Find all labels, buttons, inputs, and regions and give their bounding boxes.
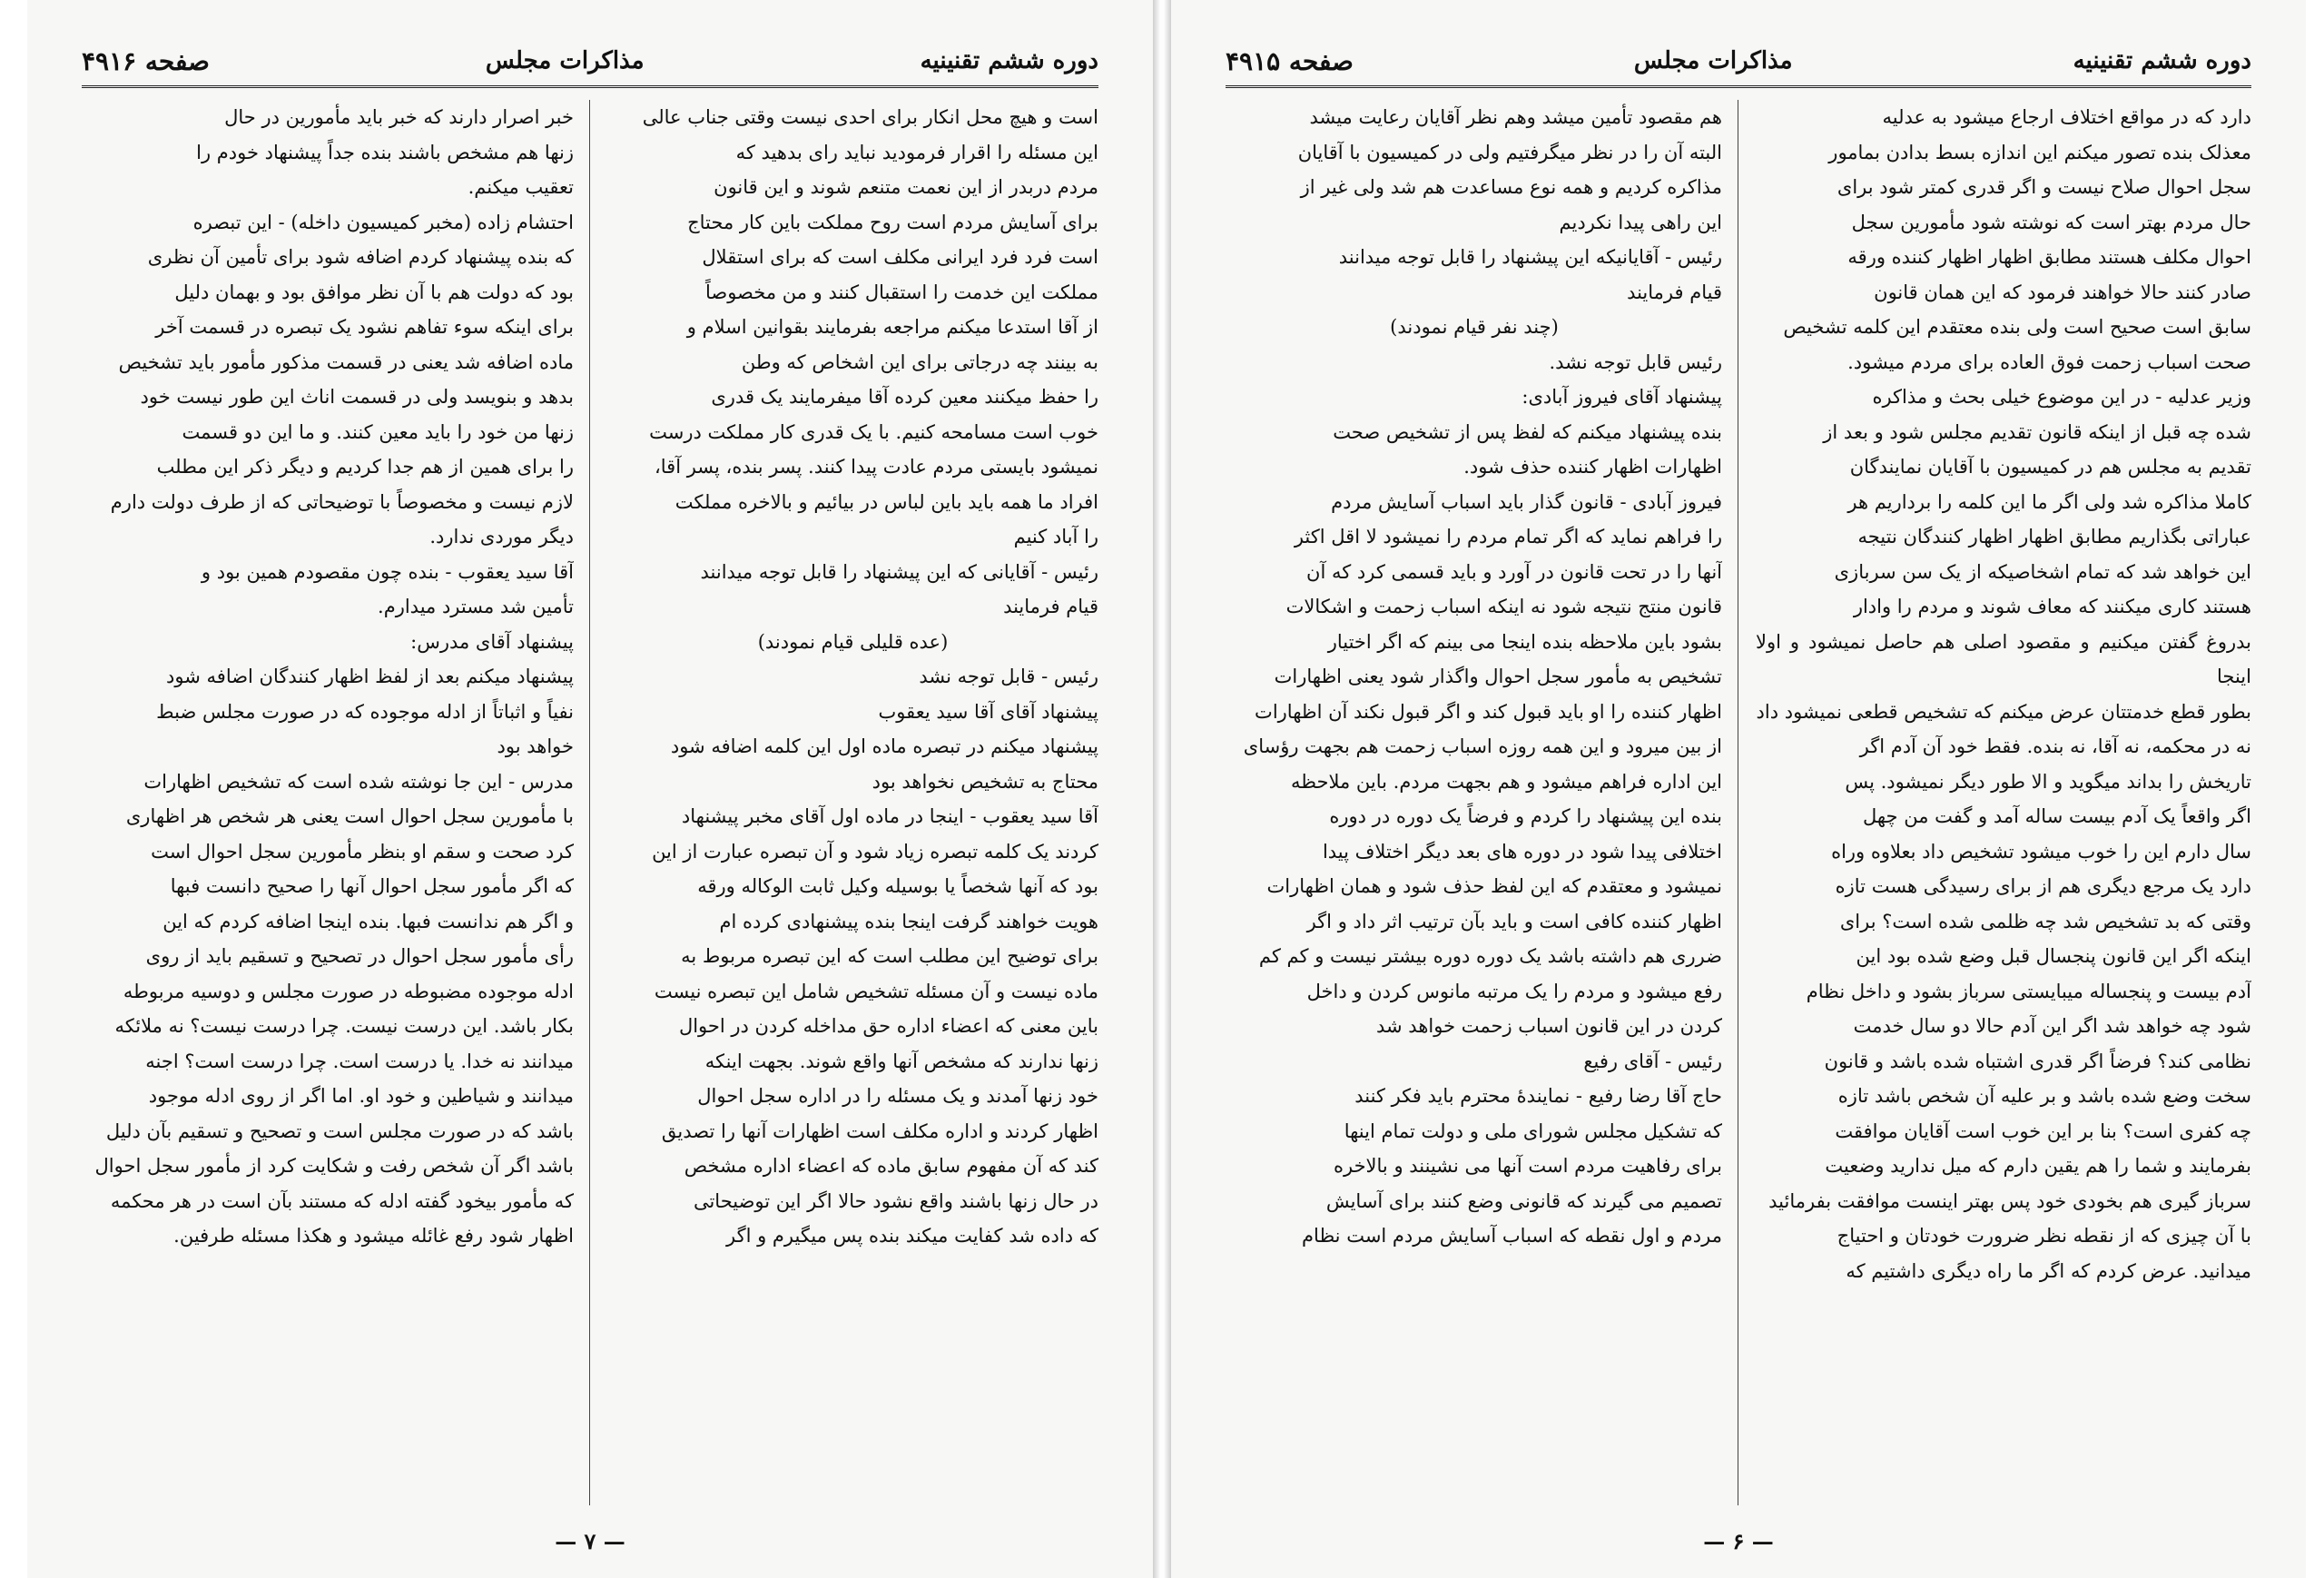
text-line: خواهد بود — [497, 735, 574, 757]
text-line: سابق است صحیح است ولی بنده معتقدم این کلمه تشخیص — [1783, 316, 2251, 338]
text-line: صادر کنند حالا خواهند فرمود که این همان قانون — [1874, 281, 2251, 303]
text-line: رئیس قابل توجه نشد. — [1549, 350, 1722, 373]
text-line: نه در محکمه، نه آقا، نه بنده. فقط خود آن آدم اگر — [1859, 735, 2251, 757]
left-page-header — [82, 36, 1098, 88]
text-line: برای آسایش مردم است روح مملکت باین کار محتاج — [687, 211, 1098, 233]
text-line: که بنده پیشنهاد کردم اضافه شود برای تأمین آن نظری — [147, 246, 574, 268]
text-line: ادله موجوده مضبوطه در صورت مجلس و دوسیه مربوطه — [123, 980, 574, 1002]
text-line: وزیر عدلیه - در این موضوع خیلی بحث و مذاکره — [1872, 386, 2251, 408]
text-line: این خواهد شد که تمام اشخاصیکه از یک سن سربازی — [1834, 560, 2251, 583]
text-line: زنها من خود را باید معین کنند. و ما این دو قسمت — [182, 420, 574, 443]
text-line: تاریخش را بداند میگوید و الا طور دیگر نمیشود. پس — [1845, 770, 2251, 793]
text-line: کردند یک کلمه تبصره زیاد شود و آن تبصره عبارت از این — [652, 840, 1098, 863]
text-line: باشد که در صورت مجلس است و تصحیح و تسقیم بآن دلیل — [105, 1119, 574, 1142]
page-number: صفحه ۴۹۱۵ — [1226, 45, 1354, 76]
text-line: این راهی پیدا نکردیم — [1559, 211, 1722, 233]
text-line: که مأمور بیخود گفته ادله که مستند بآن است در هر محکمه — [110, 1189, 574, 1212]
text-line: میدانید. عرض کردم که اگر ما راه دیگری داشتیم که — [1846, 1259, 2251, 1282]
text-line: نمیشود بایستی مردم عادت پیدا کنند. پسر بنده، پسر آقا، — [654, 456, 1098, 478]
text-line: پیشنهاد میکنم بعد از لفظ اظهار کنندگان اضافه شود — [166, 666, 574, 687]
text-line: بفرمایند و شما را هم یقین دارم که میل ندارید وضعیت — [1825, 1155, 2251, 1177]
text-line: هم مقصود تأمین میشد وهم نظر آقایان رعایت میشد — [1309, 106, 1722, 128]
text-line: آقا سید یعقوب - بنده چون مقصودم همین بود و — [201, 560, 574, 583]
text-line: بکار باشد. این درست نیست. چرا درست نیست؟ نه ملائکه — [114, 1015, 574, 1037]
text-line: نظامی کند؟ فرضاً اگر قدری اشتباه شده باشد و قانون — [1824, 1050, 2251, 1072]
text-line: تعقیب میکنم. — [468, 176, 574, 198]
text-line: تقدیم به مجلس هم در کمیسیون با آقایان نمایندگان — [1849, 456, 2251, 478]
text-line: عباراتی بگذاریم مطابق اظهار اظهار کنندگان نتیجه — [1857, 526, 2251, 547]
text-line: اختلافی پیدا شود در دوره های بعد دیگر اختلاف پیدا — [1322, 840, 1722, 863]
text-line: از آقا استدعا میکنم مراجعه بفرمایند بقوانین اسلام و — [686, 316, 1098, 338]
text-line: رئیس - آقایانی که این پیشنهاد را قابل توجه میدانند — [700, 560, 1098, 583]
session-label: دوره ششم تقنینیه — [920, 47, 1098, 74]
text-line: هویت خواهند گرفت اینجا بنده پیشنهادی کرده ام — [719, 910, 1098, 932]
text-line: بنده این پیشنهاد را کردم و فرضاً یک دوره در دوره — [1329, 805, 1722, 827]
text-line: این اداره فراهم میشود و هم بجهت مردم. باین ملاحظه — [1290, 770, 1722, 793]
text-line: برای اینکه سوء تفاهم نشود یک تبصره در قسمت آخر — [155, 316, 574, 338]
text-line: حاج آقا رضا رفیع - نمایندهٔ محترم باید فکر کنند — [1354, 1085, 1722, 1107]
text-line: دارد یک مرجع دیگری هم از برای رسیدگی هست تازه — [1835, 875, 2251, 897]
text-line: از بین میرود و این همه روزه اسباب زحمت هم بجهت رؤسای — [1243, 735, 1722, 757]
text-line: باشد اگر آن شخص رفت و شکایت کرد از مأمور سجل احوال — [94, 1155, 574, 1177]
text-line: احتشام زاده (مخبر کمیسیون داخله) - این تبصره — [192, 211, 574, 233]
text-line: تشخیص به مأمور سجل احوال واگذار شود یعنی اظهارات — [1274, 666, 1722, 687]
text-line: تصمیم می گیرند که قانونی وضع کنند برای آسایش — [1325, 1189, 1722, 1212]
text-line: محتاج به تشخیص نخواهد بود — [872, 770, 1098, 793]
text-line: قانون منتج نتیجه شود نه اینکه اسباب زحمت و اشکالات — [1285, 596, 1722, 617]
text-column-right — [606, 100, 1098, 1505]
text-line: کاملا مذاکره شد ولی اگر ما این کلمه را برداریم هر — [1847, 490, 2251, 513]
text-line: قیام فرمایند — [1627, 281, 1722, 303]
text-line: آنها را در تحت قانون در آورد و باید قسمی کرد که آن — [1306, 560, 1722, 583]
left-page — [27, 0, 1153, 1578]
text-line: رئیس - آقایانیکه این پیشنهاد را قابل توجه میدانند — [1338, 246, 1722, 268]
text-line: که تشکیل مجلس شورای ملی و دولت تمام اینها — [1344, 1119, 1722, 1142]
text-line: سخت وضع شده باشد و بر علیه آن شخص باشد تازه — [1837, 1085, 2251, 1107]
text-line: بدروغ گفتن میکنیم و مقصود اصلی هم حاصل نمیشود و اولا اینجا — [1756, 630, 2251, 687]
text-line: خود زنها آمدند و یک مسئله را در اداره سجل احوال — [697, 1085, 1098, 1107]
text-line: صحت اسباب زحمت فوق العاده برای مردم میشود. — [1847, 350, 2251, 373]
text-line: و اگر هم ندانست فبها. بنده اینجا اضافه کردم که این — [162, 910, 574, 932]
page-footer: — ۶ — — [1703, 1528, 1774, 1554]
session-label: دوره ششم تقنینیه — [2073, 47, 2251, 74]
text-line: رئیس - آقای رفیع — [1583, 1050, 1722, 1072]
text-line: فیروز آبادی - قانون گذار باید اسباب آسایش مردم — [1331, 490, 1722, 513]
text-line: مدرس - این جا نوشته شده است که تشخیص اظهارات — [143, 770, 574, 793]
text-line: چه کفری است؟ بنا بر این خوب است آقایان موافقت — [1835, 1119, 2251, 1142]
text-line: سرباز گیری هم بخودی خود پس بهتر اینست موافقت بفرمائید — [1768, 1189, 2251, 1212]
text-column-right — [1755, 100, 2251, 1505]
text-line: پیشنهاد آقای آقا سید یعقوب — [878, 700, 1098, 723]
text-line: میدانند و شیاطین و خود او. اما اگر از روی ادله موجود — [148, 1085, 574, 1107]
text-line: خوب است مسامحه کنیم. با یک قدری کار مملکت درست — [649, 420, 1098, 443]
left-page-columns — [82, 100, 1098, 1505]
text-line: وقتی که بد تشخیص شد چه ظلمی شده است؟ برای — [1839, 910, 2251, 932]
text-line: اینکه اگر این قانون پنجسال قبل وضع شده بود این — [1856, 945, 2251, 967]
text-line: زنها هم مشخص باشند بنده جداً پیشنهاد خودم را — [196, 141, 574, 163]
text-line: مذاکره کردیم و همه نوع مساعدت هم شد ولی غیر از — [1300, 176, 1722, 198]
text-line: را آباد کنیم — [1013, 526, 1098, 547]
page-footer: — ۷ — — [555, 1528, 625, 1554]
text-line: این مسئله را اقرار فرمودید نباید رای بدهید که — [735, 141, 1098, 163]
text-line: معذلک بنده تصور میکنم این اندازه بسط بدادن بمامور — [1828, 141, 2251, 163]
text-line: اظهار کننده کافی است و باید بآن ترتیب اثر داد و اگر — [1306, 910, 1722, 932]
text-line: در حال زنها باشند واقع نشود حالا اگر این توضیحاتی — [693, 1189, 1098, 1212]
text-column-left — [82, 100, 574, 1505]
text-line: پیشنهاد آقای فیروز آبادی: — [1521, 386, 1722, 408]
text-line: اظهار شود رفع غائله میشود و هکذا مسئله طرفین. — [173, 1225, 574, 1247]
text-line: اظهار کننده را او باید قبول کند و اگر قبول نکند آن اظهارات — [1255, 700, 1722, 723]
text-line: تأمین شد مسترد میدارم. — [378, 596, 574, 617]
right-page — [1171, 0, 2306, 1578]
text-line: بنده پیشنهاد میکنم که لفظ پس از تشخیص صحت — [1333, 420, 1722, 443]
text-line: سال دارم این را خوب میشود تشخیص داد بعلاوه وراه — [1831, 840, 2251, 863]
text-line: نفیاً و اثباتاً از ادله موجوده که در صورت مجلس ضبط — [156, 700, 574, 723]
text-line: لازم نیست و مخصوصاً با توضیحاتی که از طرف دولت دارم — [110, 490, 574, 513]
journal-title: مذاکرات مجلس — [1633, 47, 1793, 74]
text-line: را حفظ میکنند معین کرده آقا میفرمایند یک قدری — [711, 386, 1098, 408]
text-line: پیشنهاد آقای مدرس: — [410, 630, 574, 653]
book-gutter — [1153, 0, 1171, 1578]
text-line: شود چه خواهد شد اگر این آدم حالا دو سال خدمت — [1853, 1015, 2251, 1037]
text-line: خبر اصرار دارند که خبر باید مأمورین در حال — [224, 106, 574, 128]
text-line: رئیس - قابل توجه نشد — [919, 666, 1098, 687]
journal-title: مذاکرات مجلس — [485, 47, 645, 74]
text-line: را برای همین از هم جدا کردیم و دیگر ذکر این مطلب — [156, 456, 574, 478]
text-line: باین معنی که اعضاء اداره حق مداخله کردن در احوال — [678, 1015, 1098, 1037]
text-line: میدانند نه خدا. یا درست است. چرا درست است؟ اجنه — [145, 1050, 574, 1072]
text-line: احوال مکلف هستند مطابق اظهار اظهار کننده ورقه — [1847, 246, 2251, 268]
text-line: بود که آنها شخصاً یا بوسیله وکیل ثابت الوکاله ورقه — [697, 875, 1098, 897]
text-line: ماده نیست و آن مسئله تشخیص شامل این تبصره نیست — [654, 980, 1098, 1002]
text-line: که اگر مأمور سجل احوال آنها را صحیح دانست فبها — [170, 875, 574, 897]
text-line: کردن در این قانون اسباب زحمت خواهد شد — [1376, 1015, 1722, 1037]
text-line: مردم دربدر از این نعمت متنعم شوند و این قانون — [714, 176, 1098, 198]
text-line: البته آن را در نظر میگرفتیم ولی در کمیسیون با آقایان — [1297, 141, 1722, 163]
text-line: رأی مأمور سجل احوال در تصحیح و تسقیم باید از روی — [145, 945, 574, 967]
text-line: اظهار کردند و اداره مکلف است اظهارات آنها را تصدیق — [661, 1119, 1098, 1142]
text-line: مملکت این خدمت را استقبال کنند و من مخصوصاً — [704, 281, 1098, 303]
text-line: برای توضیح این مطلب است که این تبصره مربوط به — [681, 945, 1098, 967]
text-line: افراد ما همه باید باین لباس در بیائیم و بالاخره مملکت — [675, 490, 1098, 513]
text-line: آقا سید یعقوب - اینجا در ماده اول آقای مخبر پیشنهاد — [681, 805, 1098, 827]
text-line: ضرری هم داشته باشد یک دوره دوره بیشتر نیست و کم کم — [1258, 945, 1722, 967]
text-line: بطور قطع خدمتتان عرض میکنم که تشخیص قطعی نمیشود داد — [1756, 700, 2251, 723]
text-line: ماده اضافه شد یعنی در قسمت مذکور مأمور باید تشخیص — [118, 350, 574, 373]
page-number: صفحه ۴۹۱۶ — [82, 45, 210, 76]
right-page-columns — [1226, 100, 2251, 1505]
text-line: پیشنهاد میکنم در تبصره ماده اول این کلمه اضافه شود — [670, 735, 1098, 757]
text-line: هستند کاری میکنند که معاف شوند و مردم را وادار — [1853, 596, 2251, 617]
text-line: دیگر موردی ندارد. — [429, 526, 574, 547]
text-line: زنها ندارند که مشخص آنها واقع شوند. بجهت اینکه — [704, 1050, 1098, 1072]
text-line: را فراهم نماید که اگر تمام مردم را نمیشود لا اقل اکثر — [1294, 526, 1722, 547]
column-divider — [589, 100, 590, 1505]
text-line: مردم و اول نقطه که اسباب آسایش مردم است نظام — [1302, 1225, 1722, 1247]
text-line: با مأمورین سجل احوال است یعنی هر شخص هر اظهاری — [125, 805, 574, 827]
text-line: (چند نفر قیام نمودند) — [1390, 316, 1559, 338]
text-line: به بینند چه درجاتی برای این اشخاص که وطن — [741, 350, 1098, 373]
text-line: دارد که در مواقع اختلاف ارجاع میشود به عدلیه — [1882, 106, 2251, 128]
right-page-header — [1226, 36, 2251, 88]
text-line: نمیشود و معتقدم که این لفظ حذف شود و همان اظهارات — [1266, 875, 1722, 897]
text-line: با آن چیزی که از نقطه نظر ضرورت خودتان و احتیاج — [1837, 1225, 2251, 1247]
text-line: بدهد و بنویسد ولی در قسمت اناث این طور نیست خود — [140, 386, 574, 408]
text-line: برای رفاهیت مردم است آنها می نشینند و بالاخره — [1333, 1155, 1722, 1177]
text-line: (عده قلیلی قیام نمودند) — [757, 630, 949, 653]
text-line: است فرد فرد ایرانی مکلف است که برای استقلال — [702, 246, 1098, 268]
text-line: آدم بیست و پنجساله میبایستی سرباز بشود و داخل نظام — [1806, 980, 2251, 1002]
text-line: اگر واقعاً یک آدم بیست ساله آمد و گفت من چهل — [1862, 805, 2251, 827]
text-line: شده چه قبل از اینکه قانون تقدیم مجلس شود و بعد از — [1823, 420, 2251, 443]
text-line: کرد صحت و سقم او بنظر مأمورین سجل احوال است — [151, 840, 574, 863]
text-line: کند که آن مفهوم سابق ماده که اعضاء اداره مشخص — [684, 1155, 1098, 1177]
text-line: بود که دولت هم با آن نظر موافق بود و بهمان دلیل — [174, 281, 574, 303]
text-line: اظهارات اظهار کننده حذف شود. — [1463, 456, 1722, 478]
text-line: که داده شد کفایت میکند بنده پس میگیرم و اگر — [725, 1225, 1098, 1247]
text-line: قیام فرمایند — [1003, 596, 1098, 617]
text-line: است و هیچ محل انکار برای احدی نیست وقتی جناب عالی — [642, 106, 1098, 128]
text-line: حال مردم بهتر است که نوشته شود مأمورین سجل — [1851, 211, 2251, 233]
text-column-left — [1226, 100, 1722, 1505]
text-line: سجل احوال صلاح نیست و اگر قدری کمتر شود برای — [1837, 176, 2251, 198]
text-line: بشود باین ملاحظه بنده اینجا می بینم که اگر اختیار — [1327, 630, 1722, 653]
text-line: رفع میشود و مردم را یک مرتبه مانوس کردن و داخل — [1306, 980, 1722, 1002]
